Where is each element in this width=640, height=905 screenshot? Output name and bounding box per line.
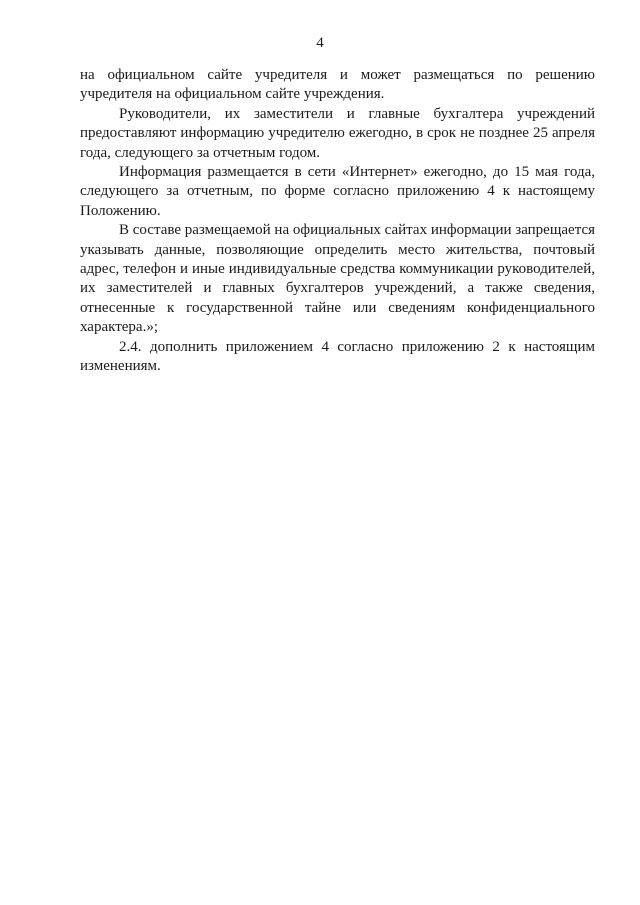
paragraph-prohibited-data: В составе размещаемой на официальных сайтах информации запрещается указывать данные, позволяющие определить место жительства, почтовый адрес, телефон и иные индивидуальные средства коммуникации руководителей, их заместителей и главных бухгалтеров учреждений, а также сведения, отнесенные к государственной тайне или сведениям конфиденциального характера.»; <box>80 222 595 336</box>
page-number: 4 <box>316 35 324 51</box>
paragraph-amendment-2-4: 2.4. дополнить приложением 4 согласно приложению 2 к настоящим изменениям. <box>80 338 595 375</box>
paragraph-publication-deadline: Информация размещается в сети «Интернет» ежегодно, до 15 мая года, следующего за отчетным, по форме согласно приложению 4 к настоящему Положению. <box>80 164 595 219</box>
paragraph-continuation: на официальном сайте учредителя и может размещаться по решению учредителя на официальном сайте учреждения. <box>80 67 595 103</box>
document-body <box>80 66 595 377</box>
paragraph-reporting-deadline: Руководители, их заместители и главные бухгалтера учреждений предоставляют информацию учредителю ежегодно, в срок не позднее 25 апреля года, следующего за отчетным годом. <box>80 105 595 161</box>
